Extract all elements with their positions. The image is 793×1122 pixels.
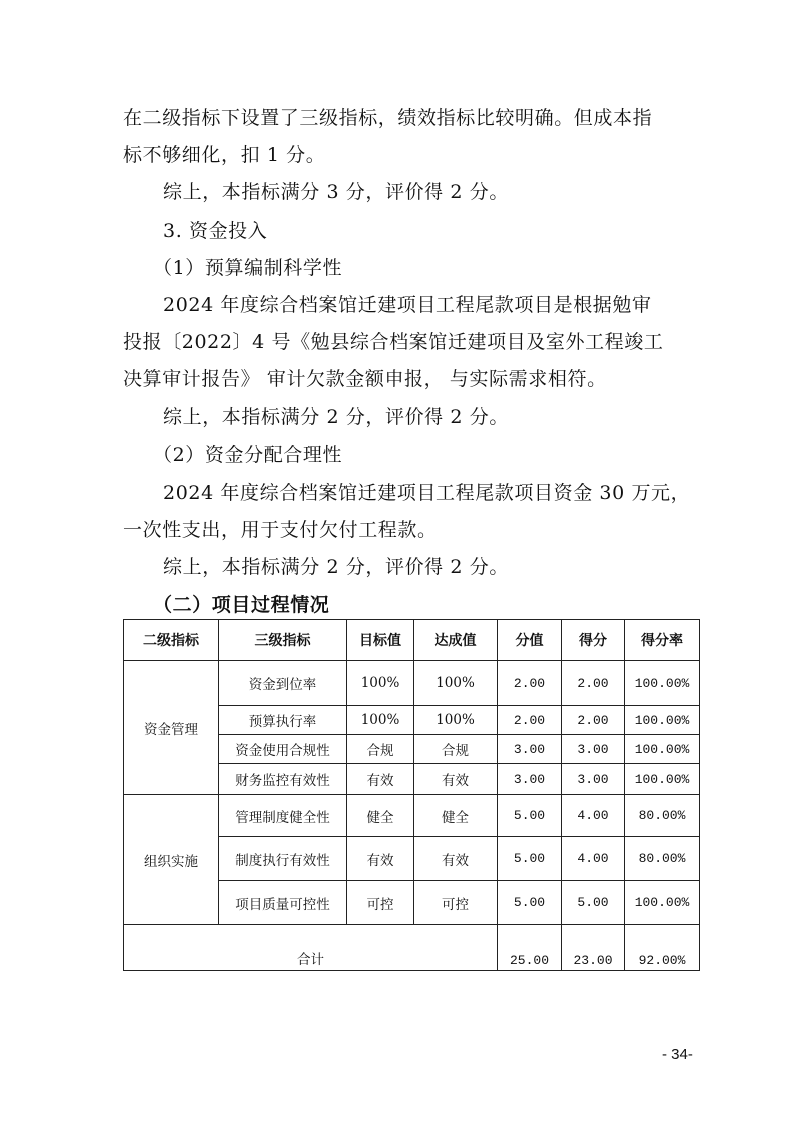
text-line: 一次性支出，用于支付欠付工程款。 — [123, 519, 437, 541]
score-value-cell: 5.00 — [498, 837, 562, 881]
total-label-cell: 合计 — [124, 925, 498, 971]
score-cell: 2.00 — [562, 706, 625, 735]
target-cell: 100% — [347, 661, 414, 706]
score-cell: 3.00 — [562, 764, 625, 795]
score-cell: 5.00 — [562, 881, 625, 925]
text-line: 标不够细化，扣 1 分。 — [123, 144, 326, 166]
score-value-cell: 3.00 — [498, 764, 562, 795]
table-row — [124, 661, 700, 706]
rate-cell: 80.00% — [625, 837, 700, 881]
actual-cell: 有效 — [414, 837, 498, 881]
rate-cell: 100.00% — [625, 661, 700, 706]
text-line: 综上，本指标满分 3 分，评价得 2 分。 — [163, 181, 509, 203]
actual-cell: 合规 — [414, 735, 498, 764]
target-cell: 可控 — [347, 881, 414, 925]
text-line: 综上，本指标满分 2 分，评价得 2 分。 — [163, 556, 509, 578]
score-cell: 2.00 — [562, 661, 625, 706]
page-number: - 34- — [662, 1046, 693, 1063]
target-cell: 合规 — [347, 735, 414, 764]
text-line: 综上，本指标满分 2 分，评价得 2 分。 — [163, 406, 509, 428]
indicator-cell: 管理制度健全性 — [219, 795, 347, 837]
score-value-cell: 2.00 — [498, 706, 562, 735]
score-value-cell: 5.00 — [498, 795, 562, 837]
header-cell: 三级指标 — [219, 620, 347, 661]
header-cell: 得分率 — [625, 620, 700, 661]
header-cell: 得分 — [562, 620, 625, 661]
total-rate-cell: 92.00% — [625, 925, 700, 971]
subsection-heading: （2）资金分配合理性 — [153, 444, 343, 466]
indicator-cell: 制度执行有效性 — [219, 837, 347, 881]
table-row — [124, 795, 700, 837]
score-cell: 4.00 — [562, 795, 625, 837]
rate-cell: 100.00% — [625, 735, 700, 764]
total-score-cell: 23.00 — [562, 925, 625, 971]
text-line: 2024 年度综合档案馆迁建项目工程尾款项目资金 30 万元， — [163, 482, 691, 504]
actual-cell: 100% — [414, 706, 498, 735]
score-cell: 3.00 — [562, 735, 625, 764]
header-cell: 目标值 — [347, 620, 414, 661]
target-cell: 100% — [347, 706, 414, 735]
text-line: 在二级指标下设置了三级指标，绩效指标比较明确。但成本指 — [123, 107, 653, 129]
actual-cell: 100% — [414, 661, 498, 706]
rate-cell: 100.00% — [625, 764, 700, 795]
rate-cell: 80.00% — [625, 795, 700, 837]
table-header-row — [124, 620, 700, 661]
score-value-cell: 3.00 — [498, 735, 562, 764]
text-line: 2024 年度综合档案馆迁建项目工程尾款项目是根据勉审 — [163, 294, 652, 316]
total-score-value-cell: 25.00 — [498, 925, 562, 971]
group-cell: 组织实施 — [124, 795, 219, 925]
score-value-cell: 2.00 — [498, 661, 562, 706]
rate-cell: 100.00% — [625, 881, 700, 925]
subsection-heading: （1）预算编制科学性 — [153, 257, 343, 279]
subsection-heading: 3. 资金投入 — [163, 220, 268, 242]
actual-cell: 健全 — [414, 795, 498, 837]
rate-cell: 100.00% — [625, 706, 700, 735]
header-cell: 分值 — [498, 620, 562, 661]
group-cell: 资金管理 — [124, 661, 219, 795]
total-row — [124, 925, 700, 971]
score-cell: 4.00 — [562, 837, 625, 881]
target-cell: 有效 — [347, 764, 414, 795]
header-cell: 达成值 — [414, 620, 498, 661]
indicator-cell: 项目质量可控性 — [219, 881, 347, 925]
header-cell: 二级指标 — [124, 620, 219, 661]
performance-table — [123, 619, 700, 971]
indicator-cell: 资金到位率 — [219, 661, 347, 706]
target-cell: 有效 — [347, 837, 414, 881]
text-line: 决算审计报告》 审计欠款金额申报， 与实际需求相符。 — [123, 368, 607, 390]
actual-cell: 有效 — [414, 764, 498, 795]
actual-cell: 可控 — [414, 881, 498, 925]
section-heading: （二）项目过程情况 — [153, 594, 330, 616]
target-cell: 健全 — [347, 795, 414, 837]
indicator-cell: 资金使用合规性 — [219, 735, 347, 764]
score-value-cell: 5.00 — [498, 881, 562, 925]
indicator-cell: 财务监控有效性 — [219, 764, 347, 795]
indicator-cell: 预算执行率 — [219, 706, 347, 735]
text-line: 投报〔2022〕4 号《勉县综合档案馆迁建项目及室外工程竣工 — [123, 331, 664, 353]
